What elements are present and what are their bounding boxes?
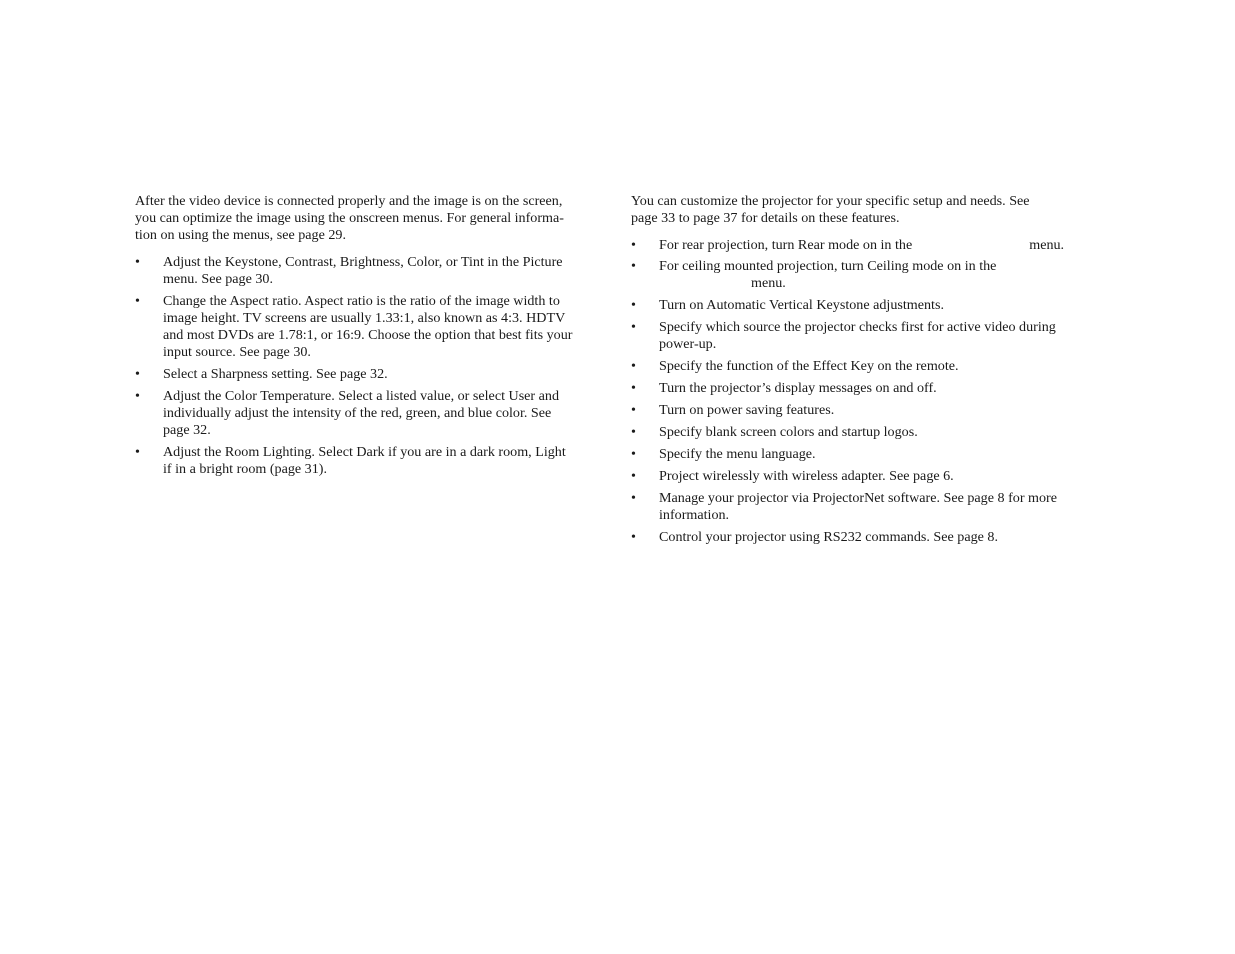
left-intro-paragraph: After the video device is connected properly and the image is on the screen, you can optimize the image using the onscreen menus. For general informa- tion on using the menus, see page 29. — [135, 193, 564, 243]
list-item — [631, 529, 1093, 546]
bullet-icon: • — [631, 424, 636, 440]
bullet-icon: • — [135, 388, 140, 404]
list-item-text: Adjust the Keystone, Contrast, Brightness, Color, or Tint in the Picture menu. See page 30. — [163, 254, 563, 287]
list-item-text: Specify the function of the Effect Key on the remote. — [659, 358, 959, 374]
list-item-text: Change the Aspect ratio. Aspect ratio is the ratio of the image width to image height. TV screens are usually 1.33:1, also known as 4:3. HDTV and most DVDs are 1.78:1, or 16:9. Choose the option that best fits your input source. See page 30. — [163, 293, 573, 360]
right-column — [631, 193, 1093, 551]
list-item-text: Select a Sharpness setting. See page 32. — [163, 366, 388, 382]
bullet-icon: • — [631, 468, 636, 484]
list-item-text: Manage your projector via ProjectorNet software. See page 8 for more information. — [659, 490, 1057, 523]
bullet-icon: • — [135, 366, 140, 382]
bullet-icon: • — [135, 444, 140, 460]
list-item — [135, 366, 605, 383]
list-item-text: For rear projection, turn Rear mode on in the — [659, 237, 913, 253]
right-intro-paragraph: You can customize the projector for your specific setup and needs. See page 33 to page 37 for details on these features. — [631, 193, 1030, 226]
bullet-icon: • — [631, 297, 636, 313]
list-item — [631, 468, 1093, 485]
list-item — [135, 388, 605, 439]
list-item-text: Project wirelessly with wireless adapter. See page 6. — [659, 468, 954, 484]
bullet-icon: • — [631, 446, 636, 462]
bullet-icon: • — [631, 237, 636, 253]
bullet-icon: • — [631, 380, 636, 396]
bullet-icon: • — [135, 293, 140, 309]
list-item-suffix: menu. — [751, 275, 786, 291]
bullet-icon: • — [631, 490, 636, 506]
bullet-icon: • — [135, 254, 140, 270]
list-item — [631, 358, 1093, 375]
bullet-icon: • — [631, 402, 636, 418]
list-item-ceiling-projection — [631, 258, 1093, 292]
list-item — [631, 446, 1093, 463]
bullet-icon: • — [631, 358, 636, 374]
list-item-text: Turn on power saving features. — [659, 402, 835, 418]
list-item-text: Control your projector using RS232 commands. See page 8. — [659, 529, 998, 545]
left-bullet-list — [135, 254, 605, 478]
list-item-text: Turn on Automatic Vertical Keystone adjustments. — [659, 297, 944, 313]
list-item-text: Turn the projector’s display messages on and off. — [659, 380, 937, 396]
right-bullet-list — [631, 237, 1093, 546]
list-item-text: Specify blank screen colors and startup logos. — [659, 424, 918, 440]
list-item-text: Adjust the Room Lighting. Select Dark if you are in a dark room, Light if in a bright room (page 31). — [163, 444, 566, 477]
list-item — [631, 319, 1093, 353]
list-item-rear-projection — [631, 237, 1093, 254]
bullet-icon: • — [631, 529, 636, 545]
list-item-suffix: menu. — [1029, 237, 1065, 253]
bullet-icon: • — [631, 258, 636, 274]
list-item — [631, 297, 1093, 314]
list-item — [135, 254, 605, 288]
list-item-text: Specify which source the projector checks first for active video during power-up. — [659, 319, 1056, 352]
list-item — [631, 424, 1093, 441]
list-item-text: Specify the menu language. — [659, 446, 816, 462]
list-item — [631, 402, 1093, 419]
list-item-text: Adjust the Color Temperature. Select a listed value, or select User and individually adjust the intensity of the red, green, and blue color. See page 32. — [163, 388, 559, 438]
list-item — [631, 380, 1093, 397]
list-item-text: For ceiling mounted projection, turn Ceiling mode on in the — [659, 258, 997, 274]
list-item — [135, 444, 605, 478]
bullet-icon: • — [631, 319, 636, 335]
list-item — [631, 490, 1093, 524]
left-column — [135, 193, 605, 483]
list-item — [135, 293, 605, 361]
